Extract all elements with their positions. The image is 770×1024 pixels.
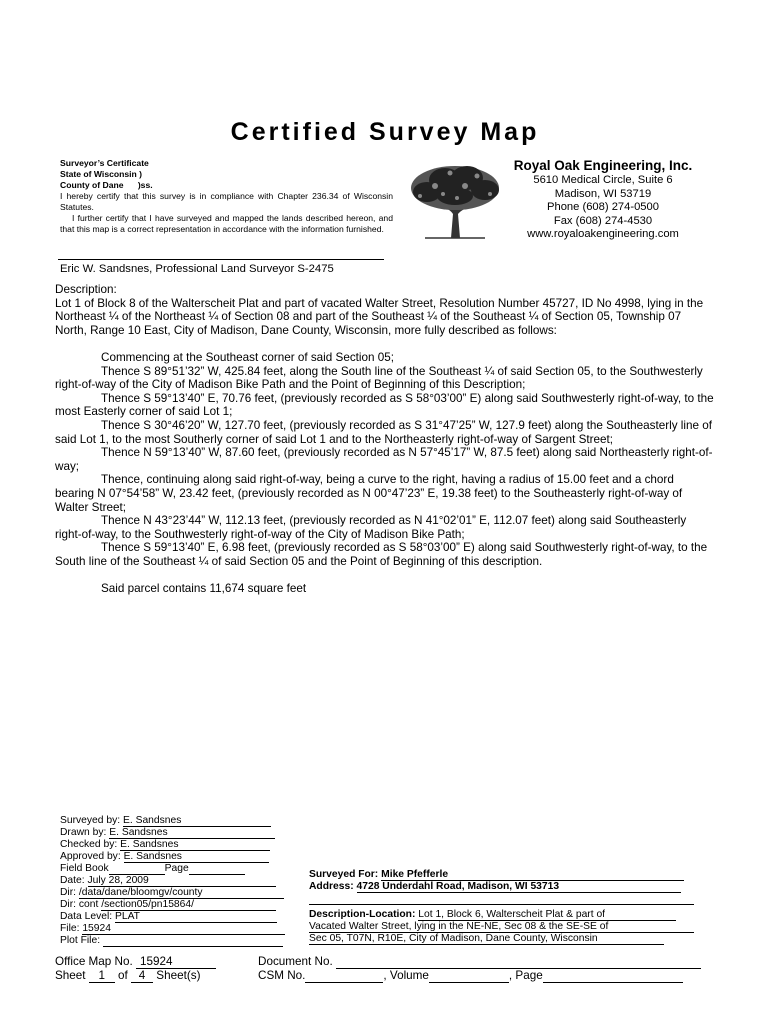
description-heading: Description:	[55, 283, 117, 296]
company-address-1: 5610 Medical Circle, Suite 6	[533, 174, 673, 186]
date-label: Date:	[60, 875, 85, 886]
csm-no-label: CSM No.	[258, 969, 306, 982]
description-call: Thence S 59°13’40” E, 70.76 feet, (previously recorded as S 58°03’00” E) along said Southwesterly right-of-way, to the most Easterly corner of said Lot 1;	[55, 391, 714, 419]
approved-by-label: Approved by:	[60, 851, 121, 863]
description-call: Thence N 59°13’40” W, 87.60 feet, (previously recorded as N 57°45’17” W, 87.5 feet) along said Northeasterly right-of-way;	[55, 446, 713, 473]
data-level-value: PLAT	[115, 911, 277, 923]
blank-line	[309, 904, 694, 905]
page-no-value	[543, 982, 683, 983]
file-label: File:	[60, 923, 80, 934]
description-location-line-3: Sec 05, T07N, R10E, City of Madison, Dane County, Wisconsin	[309, 933, 664, 945]
page-no-label: , Page	[508, 969, 543, 982]
company-website: www.royaloakengineering.com	[527, 228, 679, 241]
company-block	[498, 158, 708, 242]
dir-cont-label: Dir: cont	[60, 899, 99, 910]
surveyor-certificate	[60, 158, 393, 235]
dir-label: Dir:	[60, 887, 77, 898]
dir-value: /data/dane/bloomgv/county	[79, 887, 284, 899]
date-value: July 28, 2009	[88, 875, 276, 887]
description-location-line-1: Lot 1, Block 6, Walterscheit Plat & part of	[418, 909, 676, 921]
certificate-text-2: I further certify that I have surveyed and mapped the lands described hereon, and that this map is a correct representation in accordance with the information furnished.	[60, 213, 393, 234]
field-book-label: Field Book	[60, 863, 109, 874]
csm-no-value	[305, 982, 383, 983]
description-location-line-2: Vacated Walter Street, lying in the NE-NE, Sec 08 & the SE-SE of	[309, 921, 694, 933]
certificate-county: County of Dane )ss.	[60, 180, 153, 190]
company-phone: Phone (608) 274-0500	[547, 201, 659, 214]
surveyed-by-value: E. Sandsnes	[123, 815, 271, 827]
description-intro: Lot 1 of Block 8 of the Walterscheit Plat and part of vacated Walter Street, Resolution Number 45727, ID No 4998, lying in the Northeast ¼ of the Northeast ¼ of Section 08 and part of the Southeast ¼ of the Southeast ¼ of Section 05, Township 07 North, Range 10 East, City of Madison, Dane County, Wisconsin, more fully described as follows:	[55, 296, 704, 337]
approved-by-value: E. Sandsnes	[124, 851, 269, 863]
survey-fields	[60, 815, 295, 947]
surveyor-name: Eric W. Sandsnes, Professional Land Surveyor S-2475	[60, 263, 334, 275]
csm-block	[258, 955, 701, 983]
office-block	[55, 955, 216, 983]
sheet-label: Sheet	[55, 969, 86, 982]
document-no-label: Document No.	[258, 955, 333, 968]
certificate-text-1: I hereby certify that this survey is in compliance with Chapter 236.34 of Wisconsin Statutes.	[60, 191, 393, 212]
description-location-label: Description-Location:	[309, 908, 416, 920]
file-value: 15924	[82, 923, 285, 935]
address-value: 4728 Underdahl Road, Madison, WI 53713	[357, 881, 681, 893]
company-address-2: Madison, WI 53719	[554, 187, 652, 200]
address-label: Address:	[309, 881, 354, 893]
page-label: Page	[164, 863, 189, 874]
signature-line	[58, 259, 384, 260]
surveyed-for-label: Surveyed For:	[309, 869, 379, 881]
description-call: Thence S 89°51’32” W, 425.84 feet, along the South line of the Southeast ¼ of said Section 05, to the Southwesterly right-of-way of the City of Madison Bike Path and the Point of Beginning of this Description;	[55, 364, 703, 392]
sheet-value: 1	[89, 969, 115, 983]
of-value: 4	[131, 969, 153, 983]
sheets-label: Sheet(s)	[156, 969, 201, 982]
surveyed-for-block	[309, 869, 709, 945]
certificate-heading: Surveyor’s Certificate	[60, 158, 149, 168]
description-area: Said parcel contains 11,674 square feet	[101, 582, 307, 596]
of-label: of	[118, 969, 128, 982]
dir-cont-value: /section05/pn15864/	[101, 899, 276, 911]
oak-tree-logo	[405, 158, 505, 240]
checked-by-value: E. Sandsnes	[120, 839, 270, 851]
volume-value	[429, 982, 509, 983]
checked-by-label: Checked by:	[60, 839, 118, 851]
description-call: Thence N 43°23’44” W, 112.13 feet, (previously recorded as N 41°02’01” E, 112.07 feet) along said Southeasterly right-of-way, to the Southwesterly right-of-way of the City of Madison Bike Path;	[55, 514, 687, 541]
office-map-value: 15924	[136, 955, 216, 969]
description-call: Thence S 30°46’20” W, 127.70 feet, (previously recorded as S 31°47’25” W, 127.9 feet) along the Southeasterly line of said Lot 1, to the most Southerly corner of said Lot 1 and to the Northeasterly right-of-way of Sargent Street;	[55, 418, 712, 446]
office-map-label: Office Map No.	[55, 955, 133, 968]
data-level-label: Data Level:	[60, 911, 113, 922]
plot-file-label: Plot File:	[60, 934, 101, 946]
certificate-state: State of Wisconsin )	[60, 169, 143, 179]
company-fax: Fax (608) 274-4530	[553, 214, 653, 227]
volume-label: , Volume	[383, 969, 429, 982]
page-title: Certified Survey Map	[230, 118, 540, 146]
plot-file-value	[103, 946, 283, 947]
company-name: Royal Oak Engineering, Inc.	[513, 158, 693, 173]
description-call: Thence S 59°13’40” E, 6.98 feet, (previously recorded as S 58°03’00” E) along said Southwesterly right-of-way, to the South line of the Southeast ¼ of said Section 05 and the Point of Beginning of this description.	[55, 541, 708, 568]
drawn-by-value: E. Sandsnes	[109, 827, 275, 839]
surveyed-by-label: Surveyed by:	[60, 815, 121, 827]
legal-description	[55, 283, 715, 596]
description-commencing: Commencing at the Southeast corner of said Section 05;	[101, 350, 395, 364]
drawn-by-label: Drawn by:	[60, 827, 107, 839]
surveyed-for-value: Mike Pfefferle	[381, 869, 684, 881]
description-call: Thence, continuing along said right-of-way, being a curve to the right, having a radius of 15.00 feet and a chord bearing N 07°54’58” W, 23.42 feet, (previously recorded as N 00°47’23” E, 19.38 feet) to the Southeasterly right-of-way of Walter Street;	[55, 473, 683, 514]
